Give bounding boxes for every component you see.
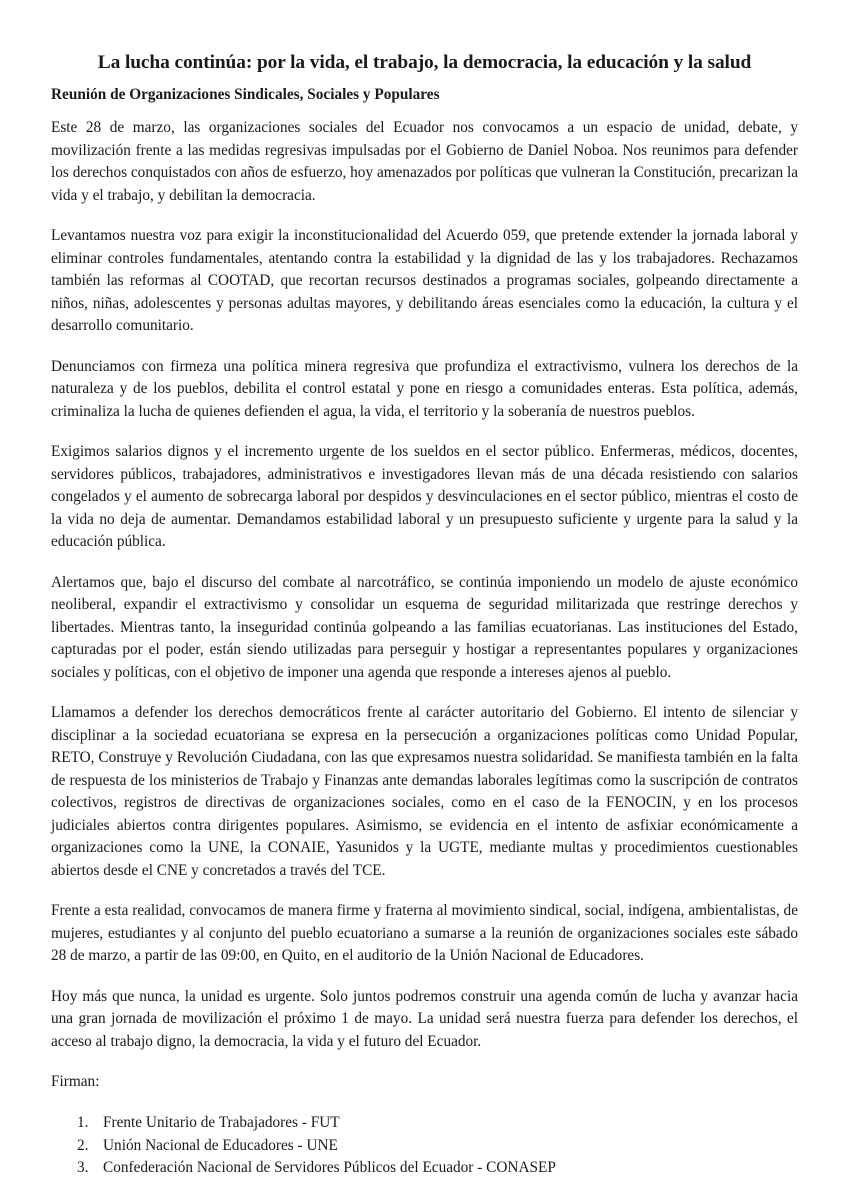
signer-item: [51, 1112, 798, 1135]
paragraph-6: Llamamos a defender los derechos democráticos frente al carácter autoritario del Gobierno. El intento de silenciar y disciplinar a la sociedad ecuatoriana se expresa en la persecución a organizaciones políticas como Unidad Popular, RETO, Construye y Revolución Ciudadana, con las que expresamos nuestra solidaridad. Se manifiesta también en la falta de respuesta de los ministerios de Trabajo y Finanzas ante demandas laborales legítimas como la suscripción de contratos colectivos, registros de directivas de organizaciones sociales, como en el caso de la FENOCIN, y en los procesos judiciales abiertos contra dirigentes populares. Asimismo, se evidencia en el intento de asfixiar económicamente a organizaciones como la UNE, la CONAIE, Yasunidos y la UGTE, mediante multas y procedimientos cuestionables abiertos desde el CNE y concretados a través del TCE.: [51, 704, 798, 879]
paragraph-8: Hoy más que nunca, la unidad es urgente. Solo juntos podremos construir una agenda común de lucha y avanzar hacia una gran jornada de movilización el próximo 1 de mayo. La unidad será nuestra fuerza para defender los derechos, el acceso al trabajo digno, la democracia, la vida y el futuro del Ecuador.: [51, 987, 798, 1050]
paragraph-2: Levantamos nuestra voz para exigir la inconstitucionalidad del Acuerdo 059, que pretende extender la jornada laboral y eliminar controles fundamentales, atentando contra la estabilidad y la dignidad de las y los trabajadores. Rechazamos también las reformas al COOTAD, que recortan recursos destinados a programas sociales, golpeando directamente a niños, niñas, adolescentes y personas adultas mayores, y debilitando áreas esenciales como la educación, la cultura y el desarrollo comunitario.: [51, 227, 798, 334]
signers-label: Firman:: [51, 1073, 100, 1090]
signer-number: 3.: [77, 1159, 89, 1176]
signers-list: [51, 1112, 798, 1180]
paragraph-3: Denunciamos con firmeza una política minera regresiva que profundiza el extractivismo, vulnera los derechos de la naturaleza y de los pueblos, debilita el control estatal y pone en riesgo a comunidades enteras. Esta política, además, criminaliza la lucha de quienes defienden el agua, la vida, el territorio y la soberanía de nuestros pueblos.: [51, 357, 798, 420]
signer-item: [51, 1135, 798, 1158]
signer-number: 1.: [77, 1114, 89, 1131]
paragraph-1: Este 28 de marzo, las organizaciones sociales del Ecuador nos convocamos a un espacio de unidad, debate, y movilización frente a las medidas regresivas impulsadas por el Gobierno de Daniel Noboa. Nos reunimos para defender los derechos conquistados con años de esfuerzo, hoy amenazados por políticas que vulneran la Constitución, precarizan la vida y el trabajo, y debilitan la democracia.: [51, 119, 798, 204]
signer-name: Unión Nacional de Educadores - UNE: [103, 1136, 338, 1154]
document-title: La lucha continúa: por la vida, el trabajo, la democracia, la educación y la salud: [97, 52, 752, 73]
signer-name: Frente Unitario de Trabajadores - FUT: [103, 1114, 340, 1131]
signer-number: 2.: [77, 1136, 89, 1154]
document-page: [51, 50, 798, 1180]
signer-name: Confederación Nacional de Servidores Públicos del Ecuador - CONASEP: [103, 1159, 556, 1176]
document-subtitle: Reunión de Organizaciones Sindicales, Sociales y Populares: [51, 86, 440, 103]
paragraph-7: Frente a esta realidad, convocamos de manera firme y fraterna al movimiento sindical, social, indígena, ambientalistas, de mujeres, estudiantes y al conjunto del pueblo ecuatoriano a sumarse a la reunión de organizaciones sociales este sábado 28 de marzo, a partir de las 09:00, en Quito, en el auditorio de la Unión Nacional de Educadores.: [51, 902, 798, 964]
paragraph-4: Exigimos salarios dignos y el incremento urgente de los sueldos en el sector público. Enfermeras, médicos, docentes, servidores públicos, trabajadores, administrativos e investigadores llevan más de una década resistiendo con salarios congelados y el aumento de sobrecarga laboral por despidos y desvinculaciones en el sector público, mientras el costo de la vida no deja de aumentar. Demandamos estabilidad laboral y un presupuesto suficiente y urgente para la salud y la educación pública.: [51, 443, 798, 550]
signer-item: [51, 1157, 798, 1180]
paragraph-5: Alertamos que, bajo el discurso del combate al narcotráfico, se continúa imponiendo un modelo de ajuste económico neoliberal, expandir el extractivismo y consolidar un esquema de seguridad militarizada que restringe derechos y libertades. Mientras tanto, la inseguridad continúa golpeando a las familias ecuatorianas. Las instituciones del Estado, capturadas por el poder, están siendo utilizadas para perseguir y hostigar a representantes populares y organizaciones sociales y políticas, con el objetivo de imponer una agenda que responde a intereses ajenos al pueblo.: [51, 573, 798, 681]
